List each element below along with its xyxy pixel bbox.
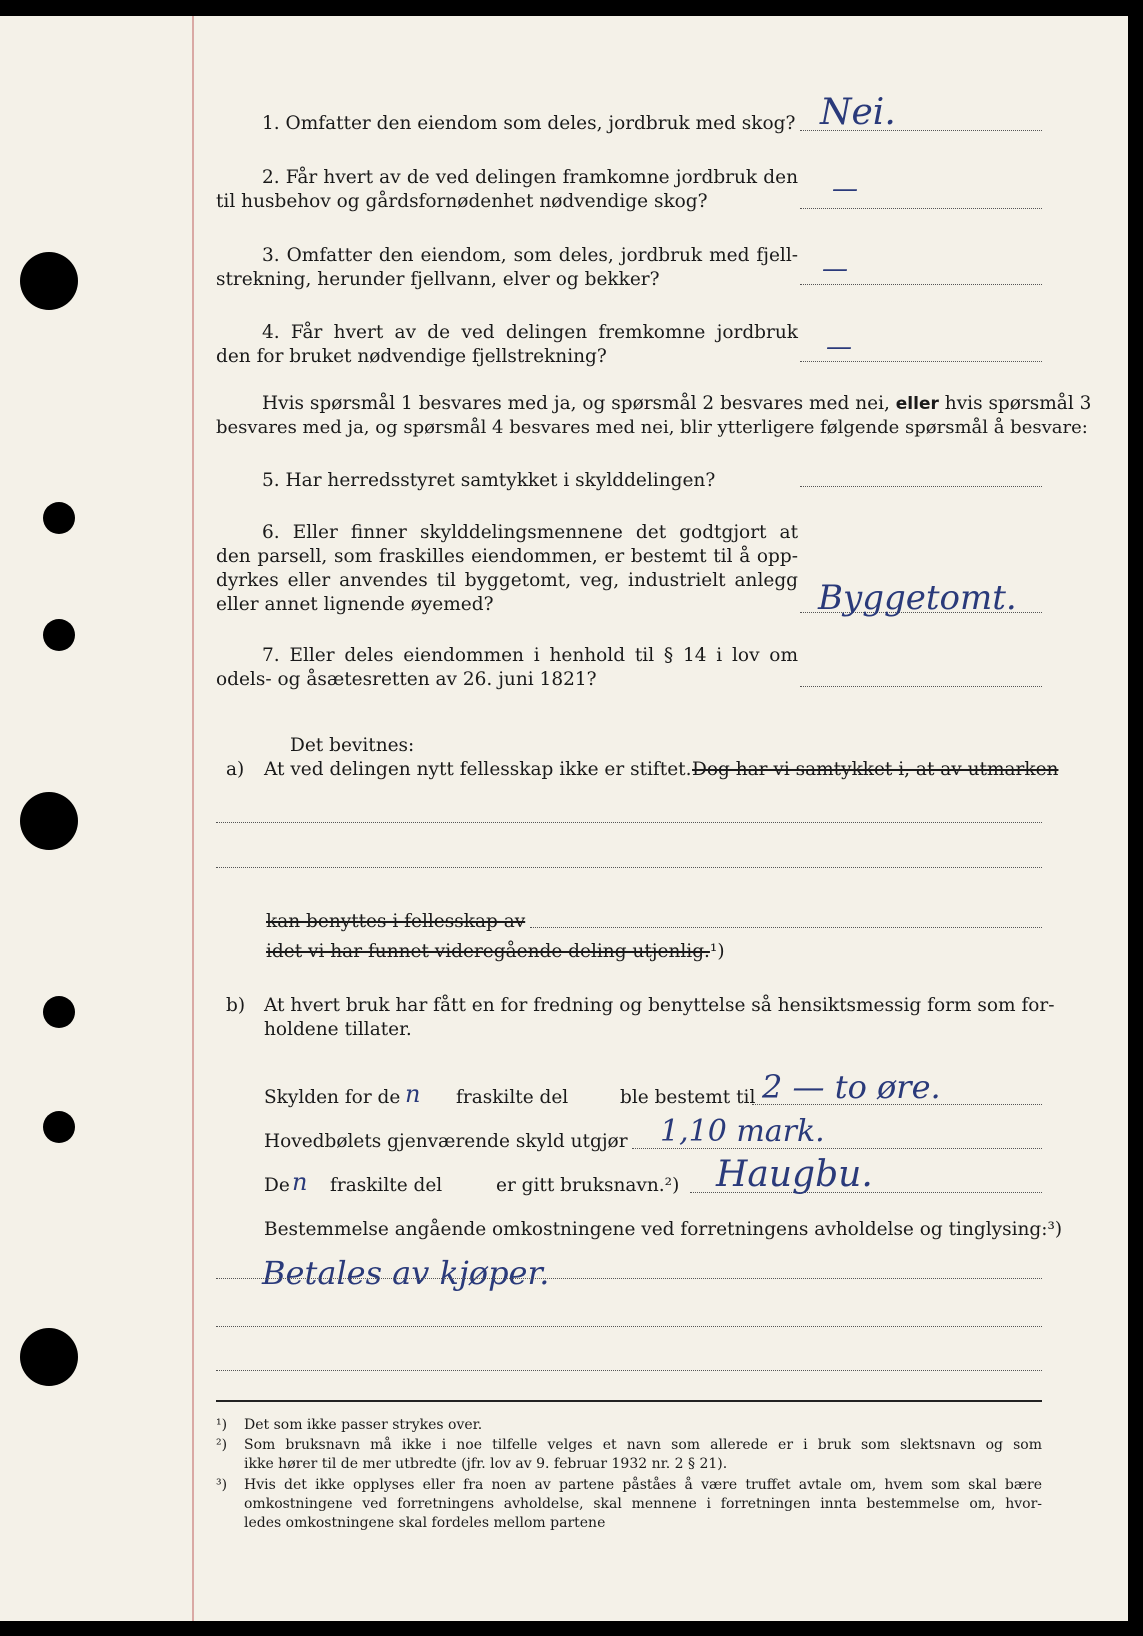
item-b-line-2: holdene tillater. <box>264 1019 412 1040</box>
struck-line-1: kan benyttes i fellesskap av <box>266 911 526 932</box>
bruksnavn-line-a: De <box>264 1175 290 1196</box>
question-4-line-1: 4. Får hvert av de ved delingen fremkomne jordbruk <box>262 322 798 343</box>
question-2-line-2: til husbehov og gårdsfornødenhet nødvendige skog? <box>216 191 708 212</box>
skyld-value: 2 — to øre. <box>762 1068 941 1106</box>
footnote-3-line-3: ledes omkostningene skal fordeles mellom partene <box>244 1515 606 1531</box>
question-7-line-1: 7. Eller deles eiendommen i henhold til § 14 i lov om <box>262 645 798 666</box>
question-6-line-3: dyrkes eller anvendes til byggetomt, veg, industrielt anlegg <box>216 570 798 591</box>
answer-4: — <box>826 332 852 362</box>
omkostninger-value: Betales av kjøper. <box>262 1254 550 1292</box>
question-6-line-2: den parsell, som fraskilles eiendommen, er bestemt til å opp- <box>216 546 798 567</box>
footnote-1: Det som ikke passer strykes over. <box>244 1417 483 1433</box>
instruction-line-1 <box>262 392 1092 416</box>
bruksnavn-line-c: er gitt bruksnavn.²) <box>496 1175 680 1196</box>
footnote-2-mark: ²) <box>216 1437 228 1453</box>
struck-line-2 <box>266 940 725 964</box>
skyld-line-1-hand-n: n <box>405 1080 421 1108</box>
bruksnavn-line-b: fraskilte del <box>330 1175 443 1196</box>
instruction-line-2: besvares med ja, og spørsmål 4 besvares med nei, blir ytterligere følgende spørsmål å besvare: <box>216 417 1088 438</box>
question-7-line-2: odels- og åsætesretten av 26. juni 1821? <box>216 669 597 690</box>
bruksnavn-value: Haugbu. <box>716 1154 873 1195</box>
question-6-line-4: eller annet lignende øyemed? <box>216 594 494 615</box>
question-6-line-1: 6. Eller finner skylddelingsmennene det godtgjort at <box>262 522 798 543</box>
instruction-bold: eller <box>895 394 939 414</box>
footnote-ref: ¹) <box>709 941 725 962</box>
item-b-line-1: At hvert bruk har fått en for fredning og benyttelse så hensiktsmessig form som for- <box>264 995 1055 1016</box>
blank-line <box>216 1370 1042 1371</box>
footnote-2-line-2: ikke hører til de mer utbredte (jfr. lov av 9. februar 1932 nr. 2 § 21). <box>244 1456 728 1472</box>
item-a-struck-text: Dog har vi samtykket i, at av utmarken <box>692 759 1059 780</box>
answer-1: Nei. <box>820 92 896 133</box>
blank-line <box>216 1326 1042 1327</box>
skyld-line-1a: Skylden for de <box>264 1087 401 1108</box>
question-4-line-2: den for bruket nødvendige fjellstrekning? <box>216 346 607 367</box>
skyld-line-1b: fraskilte del <box>456 1087 569 1108</box>
answer-3: — <box>822 254 848 284</box>
margin-line <box>192 16 194 1621</box>
question-3-line-2: strekning, herunder fjellvann, elver og bekker? <box>216 269 660 290</box>
footnote-3-line-2: omkostningene ved forretningens avholdelse, skal mennene i forretningen innta bestemmelse om, hvor- <box>244 1496 1042 1512</box>
blank-line <box>216 822 1042 823</box>
question-5: 5. Har herredsstyret samtykket i skylddelingen? <box>262 470 716 491</box>
blank-line <box>216 1278 1042 1279</box>
answer-6: Byggetomt. <box>818 578 1017 618</box>
answer-line <box>800 486 1042 487</box>
blank-line <box>216 867 1042 868</box>
question-3-line-1: 3. Omfatter den eiendom, som deles, jordbruk med fjell- <box>262 245 798 266</box>
document-page <box>0 16 1128 1621</box>
punch-hole <box>43 1111 75 1143</box>
bevitnes-heading: Det bevitnes: <box>290 735 415 756</box>
punch-hole <box>20 252 78 310</box>
skyld-line-1c: ble bestemt til <box>620 1087 756 1108</box>
question-2-line-1: 2. Får hvert av de ved delingen framkomne jordbruk den <box>262 167 798 188</box>
footnote-3-line-1: Hvis det ikke opplyses eller fra noen av partene påståes å være truffet avtale om, hvem som skal bære <box>244 1477 1042 1493</box>
item-b-label: b) <box>226 995 246 1016</box>
struck-text: idet vi har funnet videregående deling utjenlig. <box>266 941 710 962</box>
bruksnavn-hand-n: n <box>292 1168 308 1196</box>
item-a-label: a) <box>226 759 245 780</box>
punch-hole <box>20 792 78 850</box>
punch-hole <box>43 619 75 651</box>
answer-line <box>800 208 1042 209</box>
hovedbol-label: Hovedbølets gjenværende skyld utgjør <box>264 1131 628 1152</box>
hovedbol-value: 1,10 mark. <box>660 1114 825 1149</box>
question-1: 1. Omfatter den eiendom som deles, jordbruk med skog? <box>262 113 796 134</box>
instruction-text: hvis spørsmål 3 <box>944 393 1092 414</box>
item-a-text: At ved delingen nytt fellesskap ikke er stiftet. <box>264 759 692 780</box>
instruction-text: Hvis spørsmål 1 besvares med ja, og spørsmål 2 besvares med nei, <box>262 393 890 414</box>
punch-hole <box>20 1328 78 1386</box>
footnote-divider <box>216 1400 1042 1402</box>
answer-line <box>800 686 1042 687</box>
footnote-3-mark: ³) <box>216 1477 228 1493</box>
answer-2: — <box>832 174 858 204</box>
punch-hole <box>43 996 75 1028</box>
omkostninger-label: Bestemmelse angående omkostningene ved forretningens avholdelse og tinglysing:³) <box>264 1219 1063 1240</box>
answer-line <box>800 284 1042 285</box>
footnote-1-mark: ¹) <box>216 1417 228 1433</box>
footnote-2-line-1: Som bruksnavn må ikke i noe tilfelle velges et navn som allerede er i bruk som slektsnavn og som <box>244 1437 1042 1453</box>
blank-line <box>530 927 1042 928</box>
punch-hole <box>43 502 75 534</box>
